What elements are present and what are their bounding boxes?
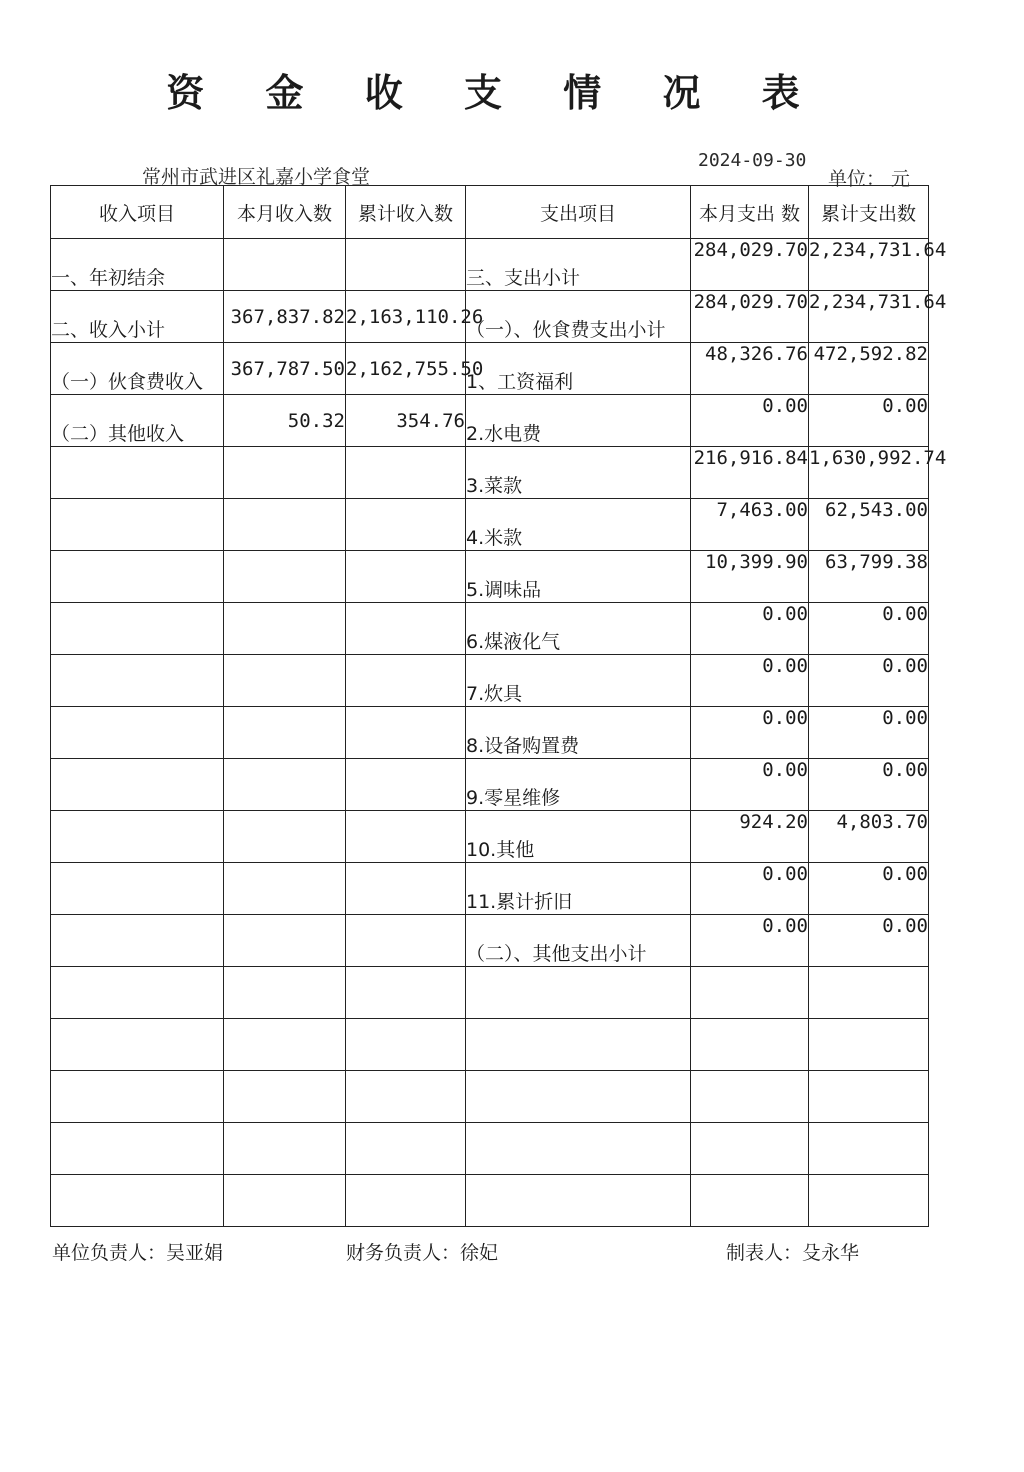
expense-total-cell: 1,630,992.74 xyxy=(809,447,929,499)
income-total-cell xyxy=(346,1019,466,1071)
expense-month-cell: 0.00 xyxy=(691,915,809,967)
page-title: 资 金 收 支 情 况 表 xyxy=(166,70,824,115)
expense-item-cell: 4.米款 xyxy=(466,499,691,551)
col-income-month: 本月收入数 xyxy=(224,186,346,239)
expense-item-cell: 11.累计折旧 xyxy=(466,863,691,915)
expense-item-cell xyxy=(466,1019,691,1071)
table-row xyxy=(51,811,929,863)
income-item-cell xyxy=(51,915,224,967)
unit-label: 单位： xyxy=(828,168,886,190)
expense-item-cell: 1、工资福利 xyxy=(466,343,691,395)
income-total-cell xyxy=(346,239,466,291)
expense-month-cell: 0.00 xyxy=(691,395,809,447)
income-month-cell xyxy=(224,1175,346,1227)
income-item-cell xyxy=(51,447,224,499)
expense-month-cell: 924.20 xyxy=(691,811,809,863)
income-total-cell xyxy=(346,1071,466,1123)
expense-total-cell: 2,234,731.64 xyxy=(809,291,929,343)
expense-total-cell: 0.00 xyxy=(809,603,929,655)
expense-month-cell: 0.00 xyxy=(691,655,809,707)
income-total-cell xyxy=(346,655,466,707)
income-total-cell xyxy=(346,499,466,551)
income-month-cell xyxy=(224,863,346,915)
col-income-item: 收入项目 xyxy=(51,186,224,239)
expense-item-cell xyxy=(466,1071,691,1123)
income-total-cell xyxy=(346,447,466,499)
income-total-cell xyxy=(346,603,466,655)
table-row xyxy=(51,395,929,447)
col-expense-month: 本月支出 数 xyxy=(691,186,809,239)
income-total-cell xyxy=(346,1123,466,1175)
income-month-cell xyxy=(224,551,346,603)
expense-total-cell xyxy=(809,1175,929,1227)
expense-month-cell: 0.00 xyxy=(691,863,809,915)
table-row xyxy=(51,1019,929,1071)
table-row xyxy=(51,499,929,551)
income-month-cell xyxy=(224,1123,346,1175)
expense-total-cell: 0.00 xyxy=(809,915,929,967)
table-row xyxy=(51,551,929,603)
income-item-cell xyxy=(51,811,224,863)
finance-head-signature: 财务负责人：徐妃 xyxy=(346,1242,499,1264)
income-total-cell xyxy=(346,915,466,967)
income-month-cell xyxy=(224,239,346,291)
expense-total-cell: 472,592.82 xyxy=(809,343,929,395)
expense-item-cell: 10.其他 xyxy=(466,811,691,863)
expense-item-cell: 三、支出小计 xyxy=(466,239,691,291)
expense-total-cell: 0.00 xyxy=(809,395,929,447)
expense-month-cell: 7,463.00 xyxy=(691,499,809,551)
income-total-cell xyxy=(346,707,466,759)
income-month-cell: 50.32 xyxy=(224,395,346,447)
expense-total-cell: 0.00 xyxy=(809,863,929,915)
expense-month-cell: 10,399.90 xyxy=(691,551,809,603)
table-row xyxy=(51,603,929,655)
expense-month-cell xyxy=(691,1175,809,1227)
expense-total-cell: 63,799.38 xyxy=(809,551,929,603)
income-total-cell xyxy=(346,863,466,915)
expense-item-cell: 8.设备购置费 xyxy=(466,707,691,759)
expense-total-cell xyxy=(809,1071,929,1123)
income-month-cell xyxy=(224,655,346,707)
income-month-cell xyxy=(224,603,346,655)
table-row xyxy=(51,239,929,291)
expense-month-cell: 284,029.70 xyxy=(691,239,809,291)
income-item-cell: （二）其他收入 xyxy=(51,395,224,447)
expense-total-cell xyxy=(809,967,929,1019)
expense-item-cell: 3.菜款 xyxy=(466,447,691,499)
unit-value: 元 xyxy=(891,168,911,190)
table-row xyxy=(51,1123,929,1175)
income-item-cell xyxy=(51,1175,224,1227)
income-item-cell xyxy=(51,863,224,915)
income-month-cell xyxy=(224,967,346,1019)
table-row xyxy=(51,1071,929,1123)
table-header-row xyxy=(51,186,929,239)
expense-item-cell xyxy=(466,1123,691,1175)
expense-month-cell xyxy=(691,1019,809,1071)
income-month-cell xyxy=(224,707,346,759)
unit-name: 常州市武进区礼嘉小学食堂 xyxy=(142,166,371,188)
expense-item-cell: 7.炊具 xyxy=(466,655,691,707)
income-item-cell xyxy=(51,499,224,551)
income-item-cell xyxy=(51,1123,224,1175)
income-month-cell xyxy=(224,915,346,967)
income-total-cell: 2,162,755.50 xyxy=(346,343,466,395)
income-item-cell xyxy=(51,551,224,603)
expense-month-cell: 48,326.76 xyxy=(691,343,809,395)
table-row xyxy=(51,447,929,499)
expense-total-cell: 62,543.00 xyxy=(809,499,929,551)
unit-head-signature: 单位负责人：吴亚娟 xyxy=(52,1242,224,1264)
income-month-cell xyxy=(224,1019,346,1071)
income-total-cell: 2,163,110.26 xyxy=(346,291,466,343)
income-month-cell: 367,837.82 xyxy=(224,291,346,343)
income-month-cell xyxy=(224,1071,346,1123)
income-total-cell xyxy=(346,551,466,603)
income-total-cell: 354.76 xyxy=(346,395,466,447)
income-total-cell xyxy=(346,1175,466,1227)
expense-item-cell: 5.调味品 xyxy=(466,551,691,603)
col-expense-item: 支出项目 xyxy=(466,186,691,239)
expense-item-cell: （二）、其他支出小计 xyxy=(466,915,691,967)
income-item-cell xyxy=(51,1019,224,1071)
expense-month-cell: 0.00 xyxy=(691,759,809,811)
table-row xyxy=(51,759,929,811)
expense-month-cell: 284,029.70 xyxy=(691,291,809,343)
table-row xyxy=(51,655,929,707)
income-item-cell xyxy=(51,603,224,655)
table-row xyxy=(51,707,929,759)
income-month-cell: 367,787.50 xyxy=(224,343,346,395)
col-expense-total: 累计支出数 xyxy=(809,186,929,239)
expense-item-cell: 6.煤液化气 xyxy=(466,603,691,655)
fund-ledger-table xyxy=(50,185,947,1227)
expense-total-cell: 0.00 xyxy=(809,707,929,759)
income-month-cell xyxy=(224,811,346,863)
expense-total-cell: 0.00 xyxy=(809,759,929,811)
table-row xyxy=(51,343,929,395)
expense-total-cell xyxy=(809,1123,929,1175)
expense-month-cell xyxy=(691,1123,809,1175)
income-item-cell xyxy=(51,759,224,811)
income-item-cell: 二、收入小计 xyxy=(51,291,224,343)
preparer-signature: 制表人：殳永华 xyxy=(726,1242,860,1264)
table-row xyxy=(51,967,929,1019)
income-total-cell xyxy=(346,811,466,863)
expense-month-cell: 0.00 xyxy=(691,603,809,655)
expense-item-cell: 9.零星维修 xyxy=(466,759,691,811)
table-row xyxy=(51,915,929,967)
expense-item-cell: （一）、伙食费支出小计 xyxy=(466,291,691,343)
income-month-cell xyxy=(224,499,346,551)
table-row xyxy=(51,291,929,343)
income-item-cell: （一）伙食费收入 xyxy=(51,343,224,395)
income-total-cell xyxy=(346,759,466,811)
expense-month-cell: 216,916.84 xyxy=(691,447,809,499)
expense-total-cell: 4,803.70 xyxy=(809,811,929,863)
income-total-cell xyxy=(346,967,466,1019)
income-month-cell xyxy=(224,447,346,499)
expense-item-cell xyxy=(466,1175,691,1227)
table-row xyxy=(51,863,929,915)
expense-total-cell: 2,234,731.64 xyxy=(809,239,929,291)
income-item-cell xyxy=(51,967,224,1019)
income-item-cell xyxy=(51,707,224,759)
income-item-cell xyxy=(51,655,224,707)
expense-total-cell: 0.00 xyxy=(809,655,929,707)
income-month-cell xyxy=(224,759,346,811)
expense-month-cell xyxy=(691,967,809,1019)
expense-total-cell xyxy=(809,1019,929,1071)
expense-item-cell xyxy=(466,967,691,1019)
expense-item-cell: 2.水电费 xyxy=(466,395,691,447)
expense-month-cell: 0.00 xyxy=(691,707,809,759)
expense-month-cell xyxy=(691,1071,809,1123)
report-date: 2024-09-30 xyxy=(698,150,807,171)
table-row xyxy=(51,1175,929,1227)
income-item-cell: 一、年初结余 xyxy=(51,239,224,291)
income-item-cell xyxy=(51,1071,224,1123)
col-income-total: 累计收入数 xyxy=(346,186,466,239)
